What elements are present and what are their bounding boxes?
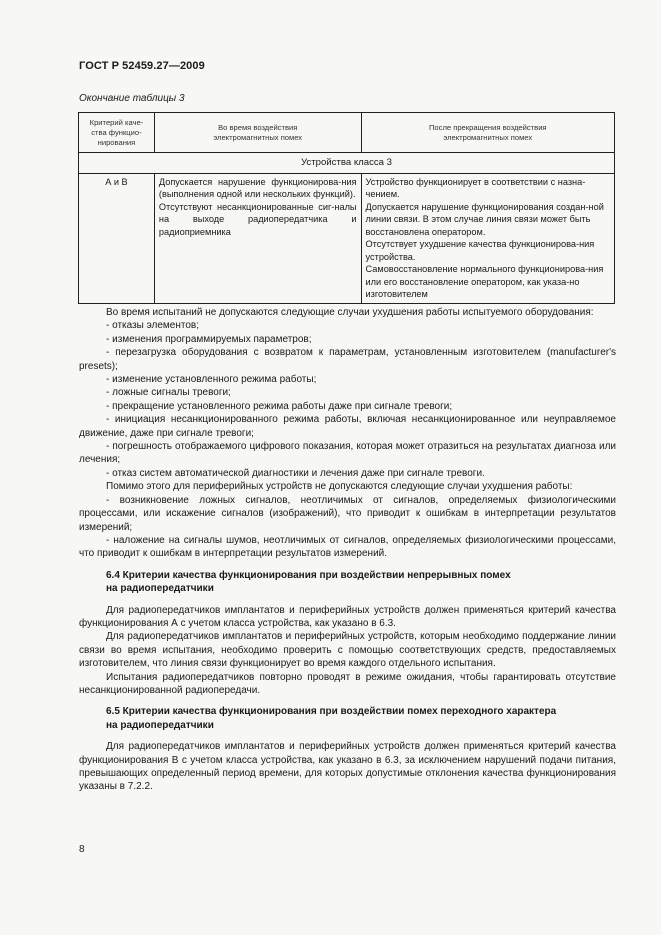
list-item: - ложные сигналы тревоги;: [106, 387, 231, 399]
section-heading-6-5-cont: на радиопередатчики: [106, 719, 214, 731]
paragraph-intro: Во время испытаний не допускаются следующие случаи ухудшения работы испытуемого оборудования:: [106, 307, 594, 318]
paragraph: Для радиопередатчиков имплантатов и периферийных устройств, которым необходимо поддержание линии связи во время испытания, необходимо проверить с помощью соответствующих средств, предоставляемых изготовителем, что линия связи функционирует во время каждого отдельного испытания.: [79, 631, 616, 670]
performance-criteria-table: [78, 112, 615, 304]
column-header-text: После прекращения воздействия электромагнитных помех: [428, 122, 547, 142]
section-heading-6-4-cont: на радиопередатчики: [106, 583, 214, 595]
section-heading-6-4: 6.4 Критерии качества функционирования при воздействии непрерывных помех: [106, 569, 511, 581]
column-header-text: Во время воздействия электромагнитных помех: [213, 122, 303, 142]
body-text: [79, 306, 616, 794]
table-cell-class: А и В: [79, 173, 155, 303]
table-section-title: Устройства класса 3: [79, 153, 615, 174]
paragraph-peripheral: Помимо этого для периферийных устройств не допускаются следующие случаи ухудшения работы:: [106, 481, 573, 493]
list-item: - отказы элементов;: [106, 320, 199, 332]
paragraph: Испытания радиопередатчиков повторно проводят в режиме ожидания, чтобы гарантировать отсутствие несанкционированной радиопередачи.: [79, 671, 616, 696]
table-cell-line: Отсутствуют несанкционированные сиг-налы на выходе радиопередатчика и радиоприемника: [158, 201, 357, 237]
page-number: 8: [79, 844, 85, 855]
table-cell-line: Отсутствует ухудшение качества функционирова-ния устройства.: [365, 239, 595, 262]
list-item: - перезагрузка оборудования с возвратом к параметрам, установленным изготовителем (manufacturer's presets);: [79, 347, 616, 372]
table-cell-during: [154, 173, 361, 303]
list-item: - изменение установленного режима работы;: [106, 374, 317, 386]
table-row: [79, 173, 615, 303]
list-item: - возникновение ложных сигналов, неотличимых от сигналов, определяемых физиологическими процессами, или искажение сигналов (изображений), что приводит к ошибкам в интерпретации результатов измерений;: [79, 494, 616, 533]
table-cell-line: Допускается нарушение функционирования создан-ной линии связи. В этом случае линия связи может быть восстановлена оператором.: [365, 201, 604, 237]
column-header-criterion: [79, 113, 155, 153]
paragraph: Для радиопередатчиков имплантатов и периферийных устройств должен применяться критерий качества функционирования А с учетом класса устройства, как указано в 6.3.: [79, 604, 616, 629]
list-item: - наложение на сигналы шумов, неотличимых от сигналов, определяемых физиологическими процессами, что приводит к ошибкам в интерпретации результатов измерений.: [79, 534, 616, 560]
list-item: - инициация несанкционированного режима работы, включая несанкционированное или неуправляемое движение, даже при сигнале тревоги;: [79, 414, 616, 439]
list-item: - погрешность отображаемого цифрового показания, которая может отразиться на результатах диагноза или лечения;: [79, 441, 616, 466]
paragraph: Для радиопередатчиков имплантатов и периферийных устройств должен применяться критерий качества функционирования В с учетом класса устройства, как указано в 6.3, за исключением нарушений подачи питания, превышающих определенный период времени, для которых допустимые отклонения качества функционирования указаны в 7.2.2.: [79, 741, 616, 793]
column-header-during: [154, 113, 361, 153]
table-cell-line: Устройство функционирует в соответствии с назна-чением.: [365, 176, 586, 199]
column-header-text: Критерий каче- ства функцио- нирования: [89, 117, 144, 147]
table-caption: Окончание таблицы 3: [79, 93, 185, 104]
table-header-row: [79, 113, 615, 153]
table-cell-line: Самовосстановление нормального функционирова-ния или его восстановление оператором, как указа-но изготовителем: [365, 264, 604, 299]
table-section-row: [79, 153, 615, 174]
list-item: - прекращение установленного режима работы даже при сигнале тревоги;: [106, 400, 453, 412]
spacer: [79, 732, 616, 740]
list-item: - изменения программируемых параметров;: [106, 333, 312, 345]
document-header: ГОСТ Р 52459.27—2009: [79, 60, 205, 72]
section-heading-6-5: 6.5 Критерии качества функционирования при воздействии помех переходного характера: [106, 706, 557, 718]
list-item: - отказ систем автоматической диагностики и лечения даже при сигнале тревоги.: [106, 467, 485, 479]
table-cell-line: Допускается нарушение функционирова-ния (выполнения одной или нескольких функций).: [158, 176, 357, 199]
spacer: [79, 596, 616, 604]
column-header-after: [361, 113, 614, 153]
table-cell-after: [361, 173, 614, 303]
